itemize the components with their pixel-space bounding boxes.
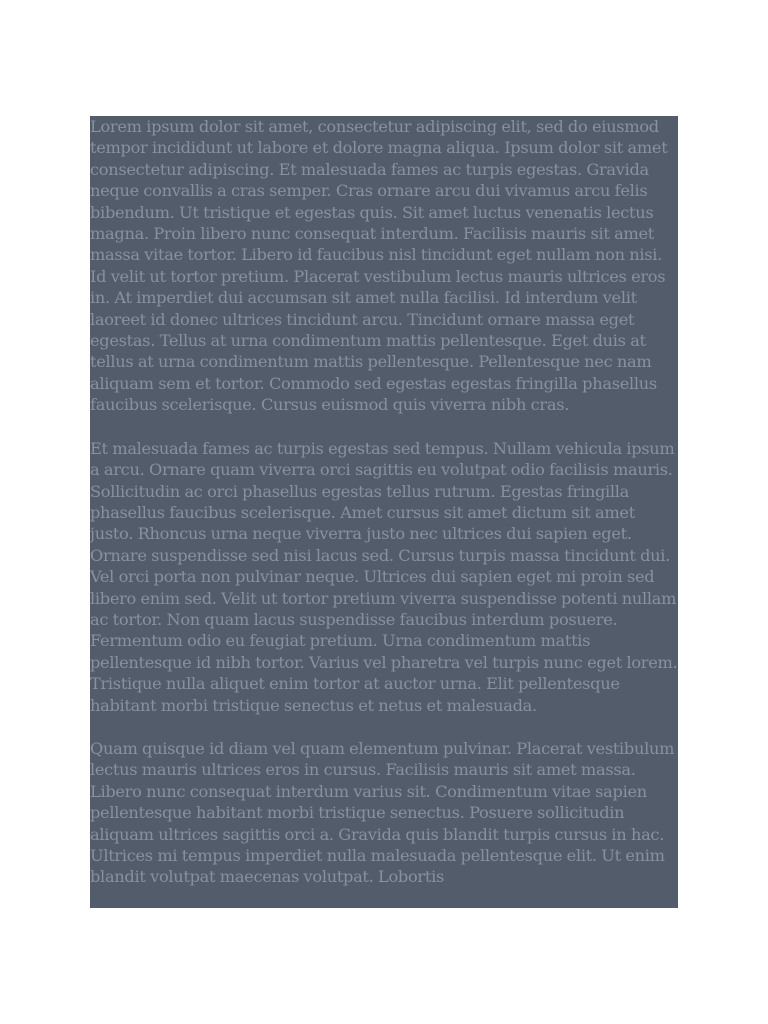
text-block: [90, 116, 678, 908]
paragraph-3: Quam quisque id diam vel quam elementum pulvinar. Placerat vestibulum lectus mauris ultrices eros in cursus. Facilisis mauris sit amet massa. Libero nunc consequat interdum varius sit. Condimentum vitae sapien pellentesque habitant morbi tristique senectus. Posuere sollicitudin aliquam ultrices sagittis orci a. Gravida quis blandit turpis cursus in hac. Ultrices mi tempus imperdiet nulla malesuada pellentesque elit. Ut enim blandit volutpat maecenas volutpat. Lobortis: [90, 738, 675, 887]
paragraph-2: Et malesuada fames ac turpis egestas sed tempus. Nullam vehicula ipsum a arcu. Ornare quam viverra orci sagittis eu volutpat odio facilisis mauris. Sollicitudin ac orci phasellus egestas tellus rutrum. Egestas fringilla phasellus faucibus scelerisque. Amet cursus sit amet dictum sit amet justo. Rhoncus urna neque viverra justo nec ultrices dui sapien eget. Ornare suspendisse sed nisi lacus sed. Cursus turpis massa tincidunt dui. Vel orci porta non pulvinar neque. Ultrices dui sapien eget mi proin sed libero enim sed. Velit ut tortor pretium viverra suspendisse potenti nullam ac tortor. Non quam lacus suspendisse faucibus interdum posuere. Fermentum odio eu feugiat pretium. Urna condimentum mattis pellentesque id nibh tortor. Varius vel pharetra vel turpis nunc eget lorem. Tristique nulla aliquet enim tortor at auctor urna. Elit pellentesque habitant morbi tristique senectus et netus et malesuada.: [90, 438, 678, 715]
paragraph-1: Lorem ipsum dolor sit amet, consectetur adipiscing elit, sed do eiusmod tempor incididunt ut labore et dolore magna aliqua. Ipsum dolor sit amet consectetur adipiscing. Et malesuada fames ac turpis egestas. Gravida neque convallis a cras semper. Cras ornare arcu dui vivamus arcu felis bibendum. Ut tristique et egestas quis. Sit amet luctus venenatis lectus magna. Proin libero nunc consequat interdum. Facilisis mauris sit amet massa vitae tortor. Libero id faucibus nisl tincidunt eget nullam non nisi. Id velit ut tortor pretium. Placerat vestibulum lectus mauris ultrices eros in. At imperdiet dui accumsan sit amet nulla facilisi. Id interdum velit laoreet id donec ultrices tincidunt arcu. Tincidunt ornare massa eget egestas. Tellus at urna condimentum mattis pellentesque. Eget duis at tellus at urna condimentum mattis pellentesque. Pellentesque nec nam aliquam sem et tortor. Commodo sed egestas egestas fringilla phasellus faucibus scelerisque. Cursus euismod quis viverra nibh cras.: [90, 117, 668, 415]
